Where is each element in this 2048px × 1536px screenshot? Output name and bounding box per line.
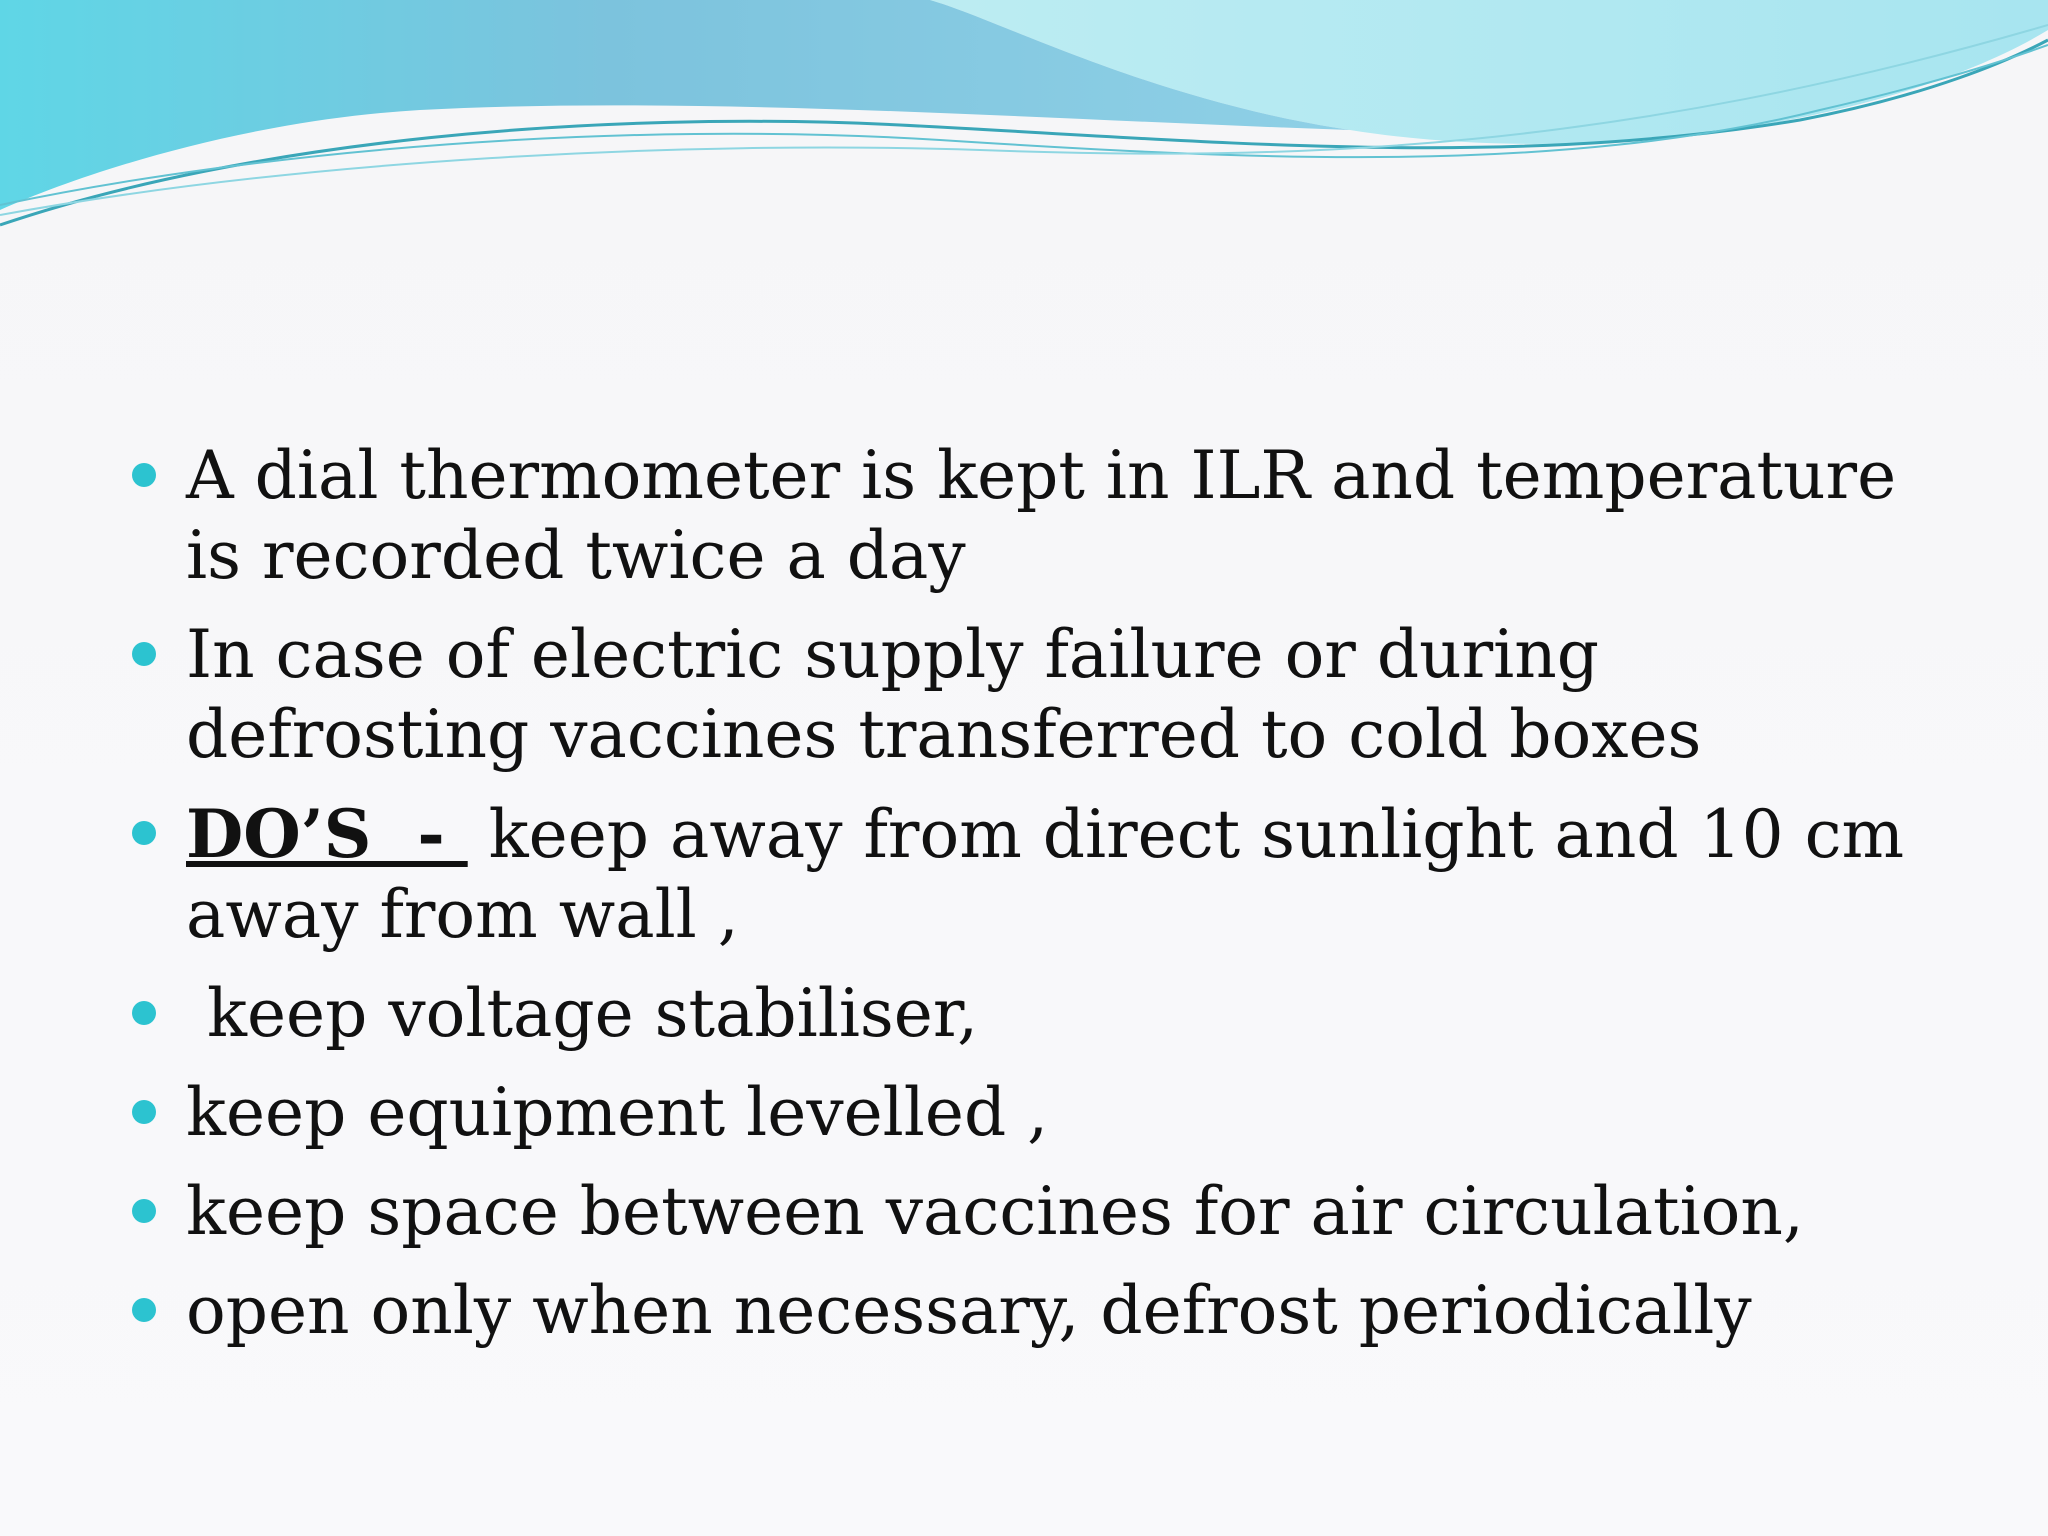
list-item	[130, 436, 1950, 596]
list-item	[130, 1172, 1950, 1252]
bullet-text: In case of electric supply failure or during defrosting vaccines transferred to cold boxes	[186, 616, 1702, 773]
bullet-dot	[132, 1100, 156, 1124]
bullet-text: keep space between vaccines for air circulation,	[186, 1173, 1804, 1250]
bullet-dot	[132, 821, 156, 845]
list-item	[130, 794, 1950, 955]
bullet-text: A dial thermometer is kept in ILR and temperature is recorded twice a day	[186, 437, 1918, 594]
bullet-text: open only when necessary, defrost periodically	[186, 1272, 1752, 1349]
list-item	[130, 1073, 1950, 1153]
bullet-dot	[132, 463, 156, 487]
bullet-dot	[132, 1199, 156, 1223]
bullet-text: keep voltage stabiliser,	[186, 975, 979, 1052]
list-item	[130, 1271, 1950, 1351]
list-item	[130, 615, 1950, 775]
bullet-text: keep away from direct sunlight and 10 cm away from wall ,	[186, 796, 1926, 953]
bullet-dot	[132, 1001, 156, 1025]
list-item	[130, 974, 1950, 1054]
bullet-list	[130, 436, 1950, 1370]
dos-label: DO’S -	[186, 795, 468, 873]
bullet-text: keep equipment levelled ,	[186, 1074, 1049, 1151]
header-wave-decoration	[0, 0, 2048, 260]
bullet-dot	[132, 1298, 156, 1322]
bullet-dot	[132, 642, 156, 666]
